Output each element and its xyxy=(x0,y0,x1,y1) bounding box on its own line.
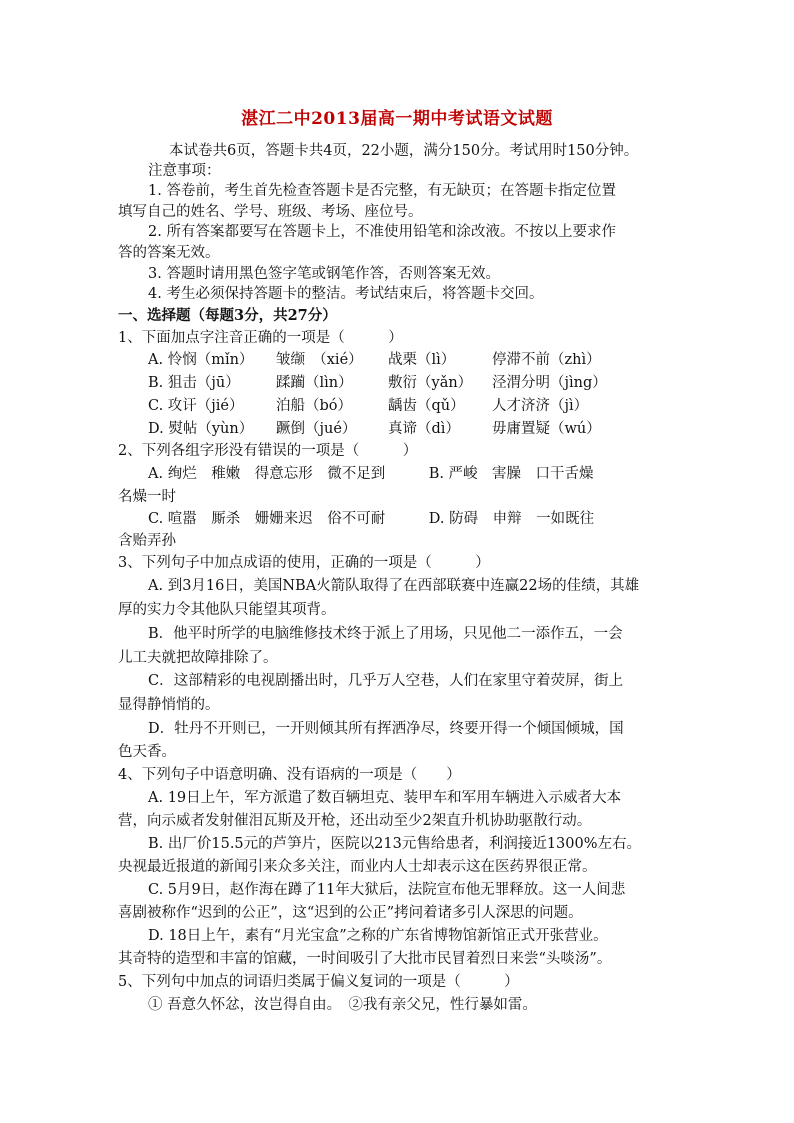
q1-option: 战栗（lì） xyxy=(388,352,456,368)
q2-options: A. 绚烂 稚嫩 得意忘形 微不足到 B. 严峻 害臊 口干舌燥 xyxy=(148,466,594,482)
question-2-stem: 2、下列各组字形没有错误的一项是（ ） xyxy=(118,443,418,459)
q4-option-c: C. 5月9日，赵作海在蹲了11年大狱后，法院宣布他无罪释放。这一人间悲 xyxy=(148,882,626,898)
q1-option: D. 熨帖（yùn） xyxy=(148,421,254,437)
q1-option: 人才济济（jì） xyxy=(492,398,589,414)
q4-option-b: 央视最近报道的新闻引来众多关注，而业内人士却表示这在医药界很正常。 xyxy=(118,859,597,875)
q3-option-d: D．牡丹不开则已，一开则倾其所有挥洒净尽，终要开得一个倾国倾城，国 xyxy=(148,721,624,737)
q1-option: 真谛（dì） xyxy=(388,421,460,437)
q2-options: 名燥一时 xyxy=(118,489,176,505)
q3-option-c: 显得静悄悄的。 xyxy=(118,697,220,713)
q1-option: 泊船（bó） xyxy=(276,398,353,414)
question-1-stem: 1、下面加点字注音正确的一项是（ ） xyxy=(118,330,403,346)
q4-option-a: 营，向示威者发射催泪瓦斯及开枪，还出动至少2架直升机协助驱散行动。 xyxy=(118,813,592,829)
q5-sentences: ① 吾意久怀忿，汝岂得自由。 ②我有亲父兄，性行暴如雷。 xyxy=(148,997,537,1013)
notice-item: 2. 所有答案都要写在答题卡上，不准使用铅笔和涂改液。不按以上要求作 xyxy=(148,224,616,240)
intro-line: 本试卷共6页，答题卡共4页，22小题，满分150分。考试用时150分钟。 xyxy=(169,143,639,159)
q2-options: 含贻弄孙 xyxy=(118,533,176,549)
q1-option: A. 怜悯（mǐn） xyxy=(148,352,254,368)
q1-option: 蹶倒（jué） xyxy=(276,421,357,437)
q1-option: 龋齿（qǔ） xyxy=(388,398,465,414)
q1-option: 蹂躏（lìn） xyxy=(276,375,353,391)
q3-option-a: A. 到3月16日，美国NBA火箭队取得了在西部联赛中连赢22场的佳绩，其雄 xyxy=(148,578,640,594)
q3-option-b: B．他平时所学的电脑维修技术终于派上了用场，只见他二一添作五，一会 xyxy=(148,626,623,642)
question-4-stem: 4、下列句子中语意明确、没有语病的一项是（ ） xyxy=(118,767,461,783)
notice-item: 4. 考生必须保持答题卡的整洁。考试结束后，将答题卡交回。 xyxy=(148,286,544,302)
notice-item: 答的答案无效。 xyxy=(118,245,220,261)
q1-option: C. 攻讦（jié） xyxy=(148,398,244,414)
q3-option-d: 色天香。 xyxy=(118,744,176,760)
question-5-stem: 5、下列句中加点的词语归类属于偏义复词的一项是（ ） xyxy=(118,974,519,990)
q3-option-a: 厚的实力令其他队只能望其项背。 xyxy=(118,602,336,618)
q4-option-d: 其奇特的造型和丰富的馆藏，一时间吸引了大批市民冒着烈日来尝“头啖汤”。 xyxy=(118,951,612,967)
q3-option-b: 儿工夫就把故障排除了。 xyxy=(118,650,278,666)
exam-title: 湛江二中2013届高一期中考试语文试题 xyxy=(241,109,553,129)
question-3-stem: 3、下列句子中加点成语的使用，正确的一项是（ ） xyxy=(118,555,490,571)
q1-option: 毋庸置疑（wú） xyxy=(492,421,601,437)
section-heading: 一、选择题（每题3分，共27分） xyxy=(118,307,337,324)
q1-option: 停滞不前（zhì） xyxy=(492,352,601,368)
q1-option: 泾渭分明（jìng） xyxy=(492,375,607,391)
q1-option: B. 狙击（jū） xyxy=(148,375,240,391)
notice-item: 1. 答卷前，考生首先检查答题卡是否完整，有无缺页；在答题卡指定位置 xyxy=(148,183,616,199)
notice-heading: 注意事项： xyxy=(148,163,221,179)
q4-option-b: B. 出厂价15.5元的芦笋片，医院以213元售给患者，利润接近1300%左右。 xyxy=(148,836,642,852)
q1-option: 敷衍（yǎn） xyxy=(388,375,473,391)
notice-item: 填写自己的姓名、学号、班级、考场、座位号。 xyxy=(118,204,423,220)
q2-options: C. 喧嚣 厮杀 姗姗来迟 俗不可耐 D. 防碍 申辩 一如既往 xyxy=(148,511,595,527)
q4-option-a: A. 19日上午，军方派遣了数百辆坦克、装甲车和军用车辆进入示威者大本 xyxy=(148,790,622,806)
notice-item: 3. 答题时请用黑色签字笔或钢笔作答，否则答案无效。 xyxy=(148,266,500,282)
q4-option-d: D. 18日上午，素有“月光宝盒”之称的广东省博物馆新馆正式开张营业。 xyxy=(148,928,608,944)
q1-option: 皱缬 （xié） xyxy=(276,352,363,368)
q4-option-c: 喜剧被称作“迟到的公正”，这“迟到的公正”拷问着诸多引人深思的问题。 xyxy=(118,905,583,921)
q3-option-c: C．这部精彩的电视剧播出时，几乎万人空巷，人们在家里守着荧屏，街上 xyxy=(148,673,624,689)
